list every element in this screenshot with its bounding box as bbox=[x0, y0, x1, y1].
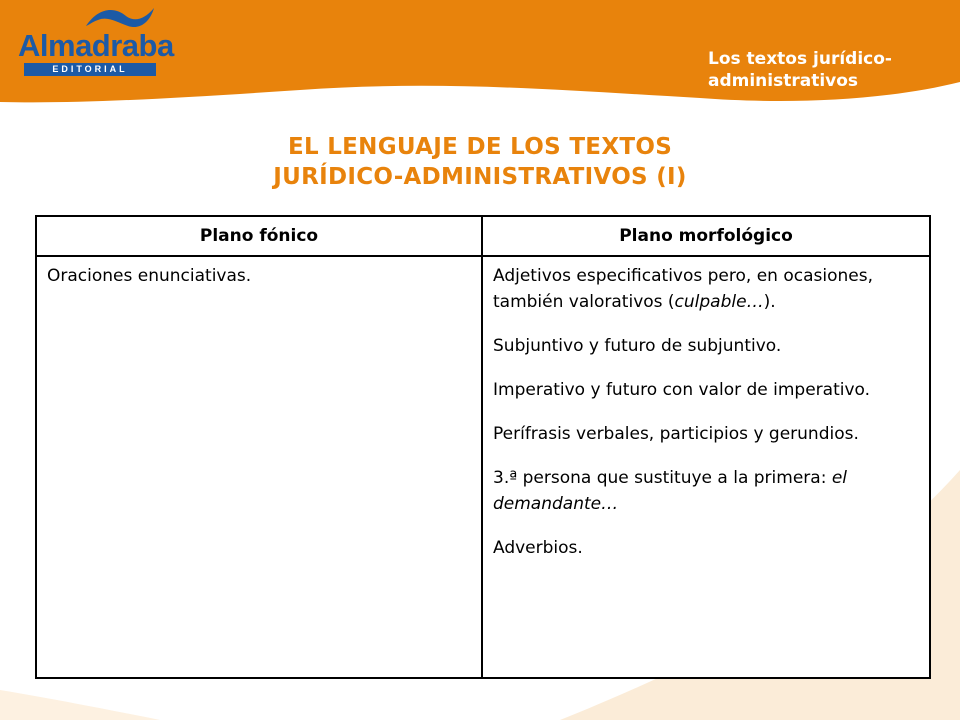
section-title: Los textos jurídico-administrativos bbox=[708, 49, 892, 91]
list-item bbox=[493, 263, 921, 315]
list-item bbox=[493, 535, 921, 561]
header-plano-morfologico: Plano morfológico bbox=[482, 216, 930, 256]
header-plano-fonico: Plano fónico bbox=[36, 216, 482, 256]
item-example: el demandante… bbox=[493, 468, 848, 514]
title-line-1: EL LENGUAJE DE LOS TEXTOS bbox=[287, 134, 673, 160]
list-item: Oraciones enunciativas. bbox=[47, 266, 252, 286]
list-item bbox=[493, 333, 921, 359]
list-item bbox=[493, 421, 921, 447]
logo-wordmark: Almadraba bbox=[18, 28, 174, 63]
list-item bbox=[493, 465, 921, 517]
cell-plano-fonico bbox=[36, 256, 482, 678]
table-row bbox=[36, 256, 930, 678]
page-title bbox=[0, 132, 960, 192]
item-text: Perífrasis verbales, participios y gerundios. bbox=[493, 424, 859, 444]
table-header-row bbox=[36, 216, 930, 256]
item-text: Subjuntivo y futuro de subjuntivo. bbox=[493, 336, 782, 356]
language-table bbox=[35, 215, 931, 679]
item-text: Adjetivos especificativos pero, en ocasiones, también valorativos ( bbox=[493, 266, 873, 312]
bottom-swoosh-left bbox=[0, 690, 160, 720]
item-text-end: ). bbox=[763, 292, 776, 312]
logo-subtext: EDITORIAL bbox=[24, 63, 156, 76]
item-text: 3.ª persona que sustituye a la primera: bbox=[493, 468, 832, 488]
cell-plano-morfologico bbox=[482, 256, 930, 678]
item-text: Imperativo y futuro con valor de imperativo. bbox=[493, 380, 871, 400]
list-item bbox=[493, 377, 921, 403]
item-text: Adverbios. bbox=[493, 538, 583, 558]
title-line-2: JURÍDICO-ADMINISTRATIVOS (I) bbox=[273, 164, 687, 190]
almadraba-logo bbox=[14, 4, 174, 76]
item-example: culpable… bbox=[674, 292, 764, 312]
